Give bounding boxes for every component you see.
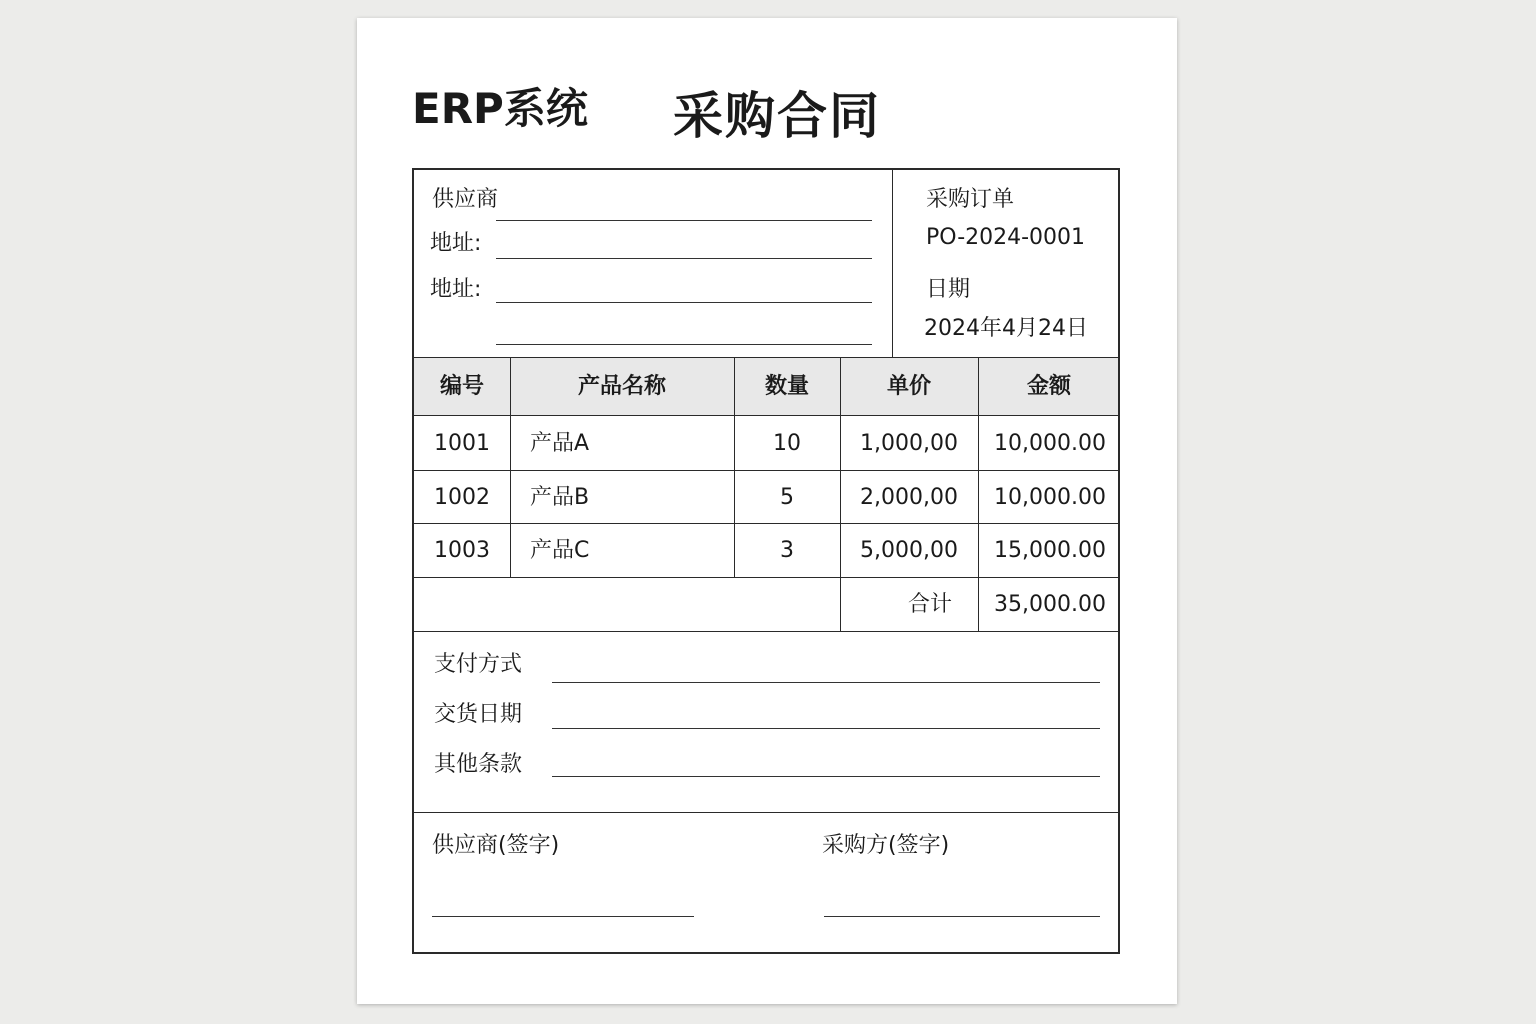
col-header-qty: 数量 — [764, 374, 809, 399]
system-title: ERP系统 — [412, 84, 588, 133]
col-header-amount: 金额 — [1026, 374, 1071, 399]
col-header-price: 单价 — [886, 374, 931, 399]
table-col-divider-1 — [510, 358, 511, 577]
supplier-signature-line[interactable] — [432, 916, 694, 917]
address-line-1[interactable] — [496, 258, 872, 259]
row-2-code: 1002 — [434, 485, 490, 510]
delivery-date-label: 交货日期 — [434, 702, 523, 727]
po-label: 采购订单 — [926, 187, 1015, 212]
total-label: 合计 — [907, 592, 952, 617]
row-1-amount: 10,000.00 — [994, 431, 1106, 456]
row-2-qty: 5 — [780, 485, 794, 510]
buyer-signature-label: 采购方(签字) — [822, 833, 950, 858]
table-header-bottom-border — [414, 415, 1118, 416]
payment-method-label: 支付方式 — [434, 652, 523, 677]
row-1-code: 1001 — [434, 431, 490, 456]
address-label-1: 地址: — [430, 231, 482, 256]
table-bottom-border — [414, 631, 1118, 632]
supplier-label: 供应商 — [432, 187, 499, 212]
row-3-price: 5,000,00 — [860, 538, 958, 563]
supplier-signature-label: 供应商(签字) — [432, 833, 560, 858]
col-header-name: 产品名称 — [577, 374, 666, 399]
document-title: 采购合同 — [673, 87, 881, 145]
top-section-divider — [892, 170, 893, 358]
contract-frame — [412, 168, 1120, 954]
row-1-qty: 10 — [773, 431, 801, 456]
row-1-price: 1,000,00 — [860, 431, 958, 456]
col-header-code: 编号 — [439, 374, 484, 399]
row-3-name: 产品C — [530, 538, 590, 563]
delivery-date-line[interactable] — [552, 728, 1100, 729]
row-3-qty: 3 — [780, 538, 794, 563]
contract-page — [357, 18, 1177, 1004]
address-label-2: 地址: — [430, 277, 482, 302]
row-3-amount: 15,000.00 — [994, 538, 1106, 563]
total-value: 35,000.00 — [994, 592, 1106, 617]
row-2-price: 2,000,00 — [860, 485, 958, 510]
address-line-2[interactable] — [496, 302, 872, 303]
date-label: 日期 — [926, 277, 971, 302]
date-value: 2024年4月24日 — [924, 316, 1088, 341]
buyer-signature-line[interactable] — [824, 916, 1100, 917]
row-3-code: 1003 — [434, 538, 490, 563]
row-1-name: 产品A — [530, 431, 590, 456]
address-line-3[interactable] — [496, 344, 872, 345]
row-2-name: 产品B — [530, 485, 590, 510]
other-terms-line[interactable] — [552, 776, 1100, 777]
row-2-amount: 10,000.00 — [994, 485, 1106, 510]
payment-method-line[interactable] — [552, 682, 1100, 683]
po-number: PO-2024-0001 — [926, 225, 1086, 250]
other-terms-label: 其他条款 — [434, 752, 523, 777]
supplier-name-line[interactable] — [496, 220, 872, 221]
terms-bottom-border — [414, 812, 1118, 813]
